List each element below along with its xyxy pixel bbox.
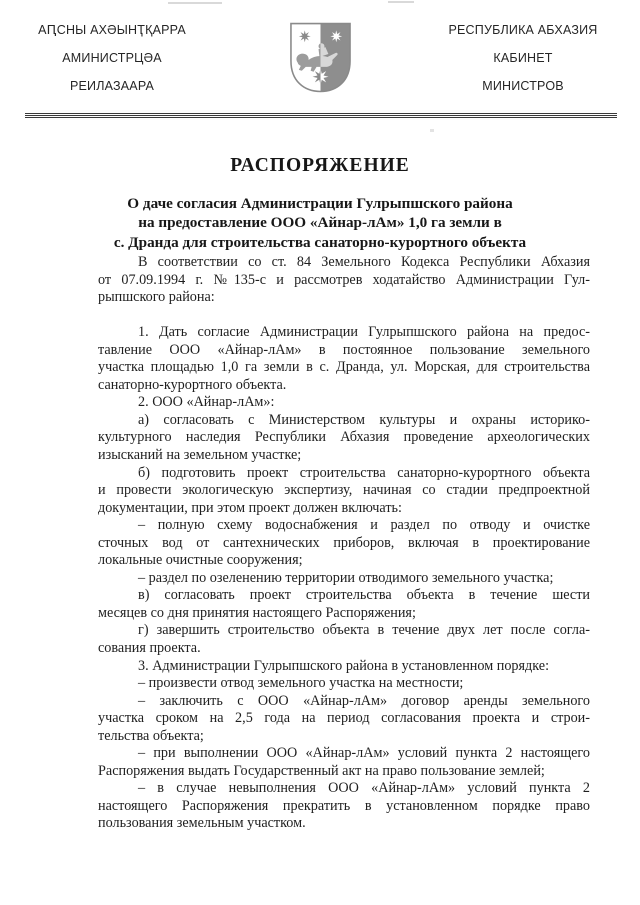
document-line: – раздел по озеленению территории отводимого земельного участка; (138, 569, 554, 586)
paragraph (98, 517, 590, 570)
document-line: рыпшского района: (98, 289, 215, 306)
scan-artifact (430, 129, 434, 132)
document-line: тельства объекта; (98, 727, 204, 744)
document-line: месяцев со дня принятия настоящего Распоряжения; (98, 604, 416, 621)
document-line: – при выполнении ООО «Айнар-лАм» условий пункта 2 настоящего (138, 745, 590, 762)
paragraph (98, 254, 590, 307)
document-line: санаторно-курортного объекта. (98, 376, 287, 393)
letterhead-line: АМИНИСТРЦӘА (62, 51, 162, 65)
document-body (98, 254, 590, 833)
document-line: от 07.09.1994 г. №135-с и рассмотрев ходатайство Администрации Гул- (98, 271, 590, 288)
letterhead-line: РЕИЛАЗААРА (69, 79, 155, 93)
letterhead-line: МИНИСТРОВ (482, 79, 564, 93)
document-line: участка площадью 1,0 га земли в с. Дранда, ул. Морская, для строительства (98, 359, 590, 376)
document-title: РАСПОРЯЖЕНИЕ (230, 155, 410, 176)
document-line: настоящего Распоряжения прекратить в установленном порядке право (98, 797, 590, 814)
document-subject-line: с. Дранда для строительства санаторно-курортного объекта (113, 233, 527, 251)
document-line: г) завершить строительство объекта в течение двух лет после согла- (138, 622, 590, 639)
document-line: и провести экологическую экспертизу, начиная со стадии предпроектной (98, 482, 590, 499)
paragraph (98, 622, 590, 657)
letterhead-line: КАБИНЕТ (493, 51, 553, 65)
document-subject (0, 194, 640, 252)
letterhead-abkhaz-block (22, 16, 202, 100)
paragraph (98, 587, 590, 622)
letterhead-russian-block (433, 16, 613, 100)
paragraph (98, 570, 590, 588)
document-line: участка сроком на 2,5 года на период согласования проекта и строи- (98, 710, 590, 727)
paragraph (98, 394, 590, 412)
document-line: пользования земельным участком. (98, 815, 306, 832)
document-line: сования проекта. (98, 639, 201, 656)
document-line: – в случае невыполнения ООО «Айнар-лАм» условий пункта 2 (138, 780, 590, 797)
abkhazia-coat-of-arms-icon (288, 21, 353, 95)
paragraph (98, 324, 590, 394)
scan-artifact (168, 2, 222, 4)
document-line: – заключить с ООО «Айнар-лАм» договор аренды земельного (138, 692, 590, 709)
document-line: – полную схему водоснабжения и раздел по отводу и очистке (138, 517, 590, 534)
document-line: 2. ООО «Айнар-лАм»: (138, 394, 275, 411)
document-line: В соответствии со ст. 84 Земельного Кодекса Республики Абхазия (138, 254, 590, 270)
document-line: культурного наследия Республики Абхазия проведение археологических (98, 429, 590, 446)
document-line: 1. Дать согласие Администрации Гулрыпшского района на предос- (138, 324, 590, 341)
paragraph (98, 658, 590, 676)
letterhead-separator-rule (25, 113, 617, 118)
letterhead-line: АԤСНЫ АХӘЫНҬҚАРРА (38, 23, 186, 37)
paragraph (98, 675, 590, 693)
scan-artifact (388, 1, 414, 3)
document-subject-line: О даче согласия Администрации Гулрыпшского района (127, 195, 513, 212)
document-line: тавление ООО «Айнар-лАм» в постоянное пользование земельного (98, 341, 590, 358)
paragraph (98, 780, 590, 833)
paragraph (98, 412, 590, 465)
letterhead-line: РЕСПУБЛИКА АБХАЗИЯ (448, 23, 598, 37)
document-line: сточных вод от сантехнических приборов, включая в проектирование (98, 534, 590, 551)
document-line: Распоряжения выдать Государственный акт на право пользование землей; (98, 762, 545, 779)
document-line: б) подготовить проект строительства санаторно-курортного объекта (138, 464, 590, 481)
document-line: – произвести отвод земельного участка на местности; (138, 675, 464, 692)
paragraph (98, 465, 590, 518)
document-line: в) согласовать проект строительства объекта в течение шести (138, 587, 590, 604)
paragraph (98, 745, 590, 780)
document-line: локальные очистные сооружения; (98, 552, 303, 569)
document-line: 3. Администрации Гулрыпшского района в установленном порядке: (138, 657, 550, 674)
document-line: а) согласовать с Министерством культуры и охраны историко- (138, 411, 590, 428)
document-line: документации, при этом проект должен включать: (98, 499, 402, 516)
document-line: изысканий на земельном участке; (98, 446, 302, 463)
document-subject-line: на предоставление ООО «Айнар-лАм» 1,0 га земли в (138, 214, 502, 232)
paragraph (98, 693, 590, 746)
